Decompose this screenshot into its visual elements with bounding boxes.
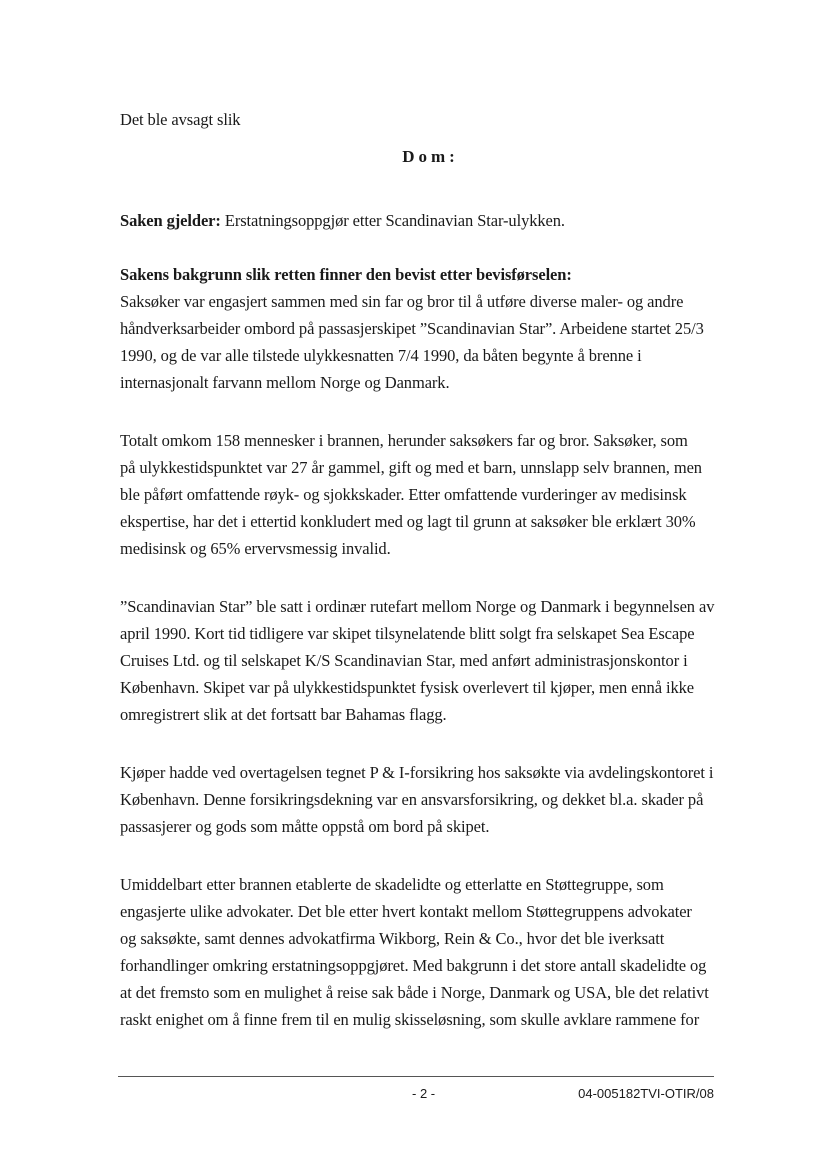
paragraph-5-line-1: Umiddelbart etter brannen etablerte de skadelidte og etterlatte en Støttegruppe, som — [120, 875, 664, 894]
paragraph-2-line-5: medisinsk og 65% ervervsmessig invalid. — [120, 539, 391, 558]
paragraph-1-line-4: internasjonalt farvann mellom Norge og Danmark. — [120, 373, 450, 392]
paragraph-3-line-2: april 1990. Kort tid tidligere var skipet tilsynelatende blitt solgt fra selskapet Sea Escape — [120, 624, 695, 643]
paragraph-3-line-5: omregistrert slik at det fortsatt bar Bahamas flagg. — [120, 705, 447, 724]
paragraph-2-line-2: på ulykkestidspunktet var 27 år gammel, gift og med et barn, unnslapp selv brannen, men — [120, 458, 702, 477]
background-heading: Sakens bakgrunn slik retten finner den bevist etter bevisførselen: — [120, 265, 572, 284]
paragraph-5-line-2: engasjerte ulike advokater. Det ble etter hvert kontakt mellom Støttegruppens advokater — [120, 902, 692, 921]
paragraph-1-line-1: Saksøker var engasjert sammen med sin far og bror til å utføre diverse maler- og andre — [120, 292, 684, 311]
paragraph-5-line-4: forhandlinger omkring erstatningsoppgjøret. Med bakgrunn i det store antall skadelidte og — [120, 956, 707, 975]
paragraph-4-line-1: Kjøper hadde ved overtagelsen tegnet P & I-forsikring hos saksøkte via avdelingskontoret i — [120, 763, 714, 782]
paragraph-2-line-4: ekspertise, har det i ettertid konkludert med og lagt til grunn at saksøker ble erklært 30% — [120, 512, 696, 531]
intro-text: Det ble avsagt slik — [120, 110, 241, 129]
subject-line — [120, 211, 565, 231]
judgment-heading: Dom: — [402, 147, 459, 166]
paragraph-3-line-3: Cruises Ltd. og til selskapet K/S Scandinavian Star, med anført administrasjonskontor i — [120, 651, 688, 670]
page-number: - 2 - — [412, 1086, 436, 1101]
subject-text: Erstatningsoppgjør etter Scandinavian Star-ulykken. — [224, 211, 565, 230]
paragraph-5-line-6: raskt enighet om å finne frem til en mulig skisseløsning, som skulle avklare rammene for — [120, 1010, 700, 1029]
paragraph-5-line-3: og saksøkte, samt dennes advokatfirma Wikborg, Rein & Co., hvor det ble iverksatt — [120, 929, 665, 948]
paragraph-4-line-2: København. Denne forsikringsdekning var en ansvarsforsikring, og dekket bl.a. skader på — [120, 790, 704, 809]
paragraph-1-line-3: 1990, og de var alle tilstede ulykkesnatten 7/4 1990, da båten begynte å brenne i — [120, 346, 642, 365]
case-number: 04-005182TVI-OTIR/08 — [578, 1086, 714, 1101]
paragraph-2-line-3: ble påført omfattende røyk- og sjokkskader. Etter omfattende vurderinger av medisinsk — [120, 485, 687, 504]
paragraph-2-line-1: Totalt omkom 158 mennesker i brannen, herunder saksøkers far og bror. Saksøker, som — [120, 431, 688, 450]
paragraph-4-line-3: passasjerer og gods som måtte oppstå om bord på skipet. — [120, 817, 490, 836]
paragraph-5-line-5: at det fremsto som en mulighet å reise sak både i Norge, Danmark og USA, ble det relativt — [120, 983, 709, 1002]
footer-divider — [118, 1076, 714, 1077]
paragraph-1-line-2: håndverksarbeider ombord på passasjerskipet ”Scandinavian Star”. Arbeidene startet 25/3 — [120, 319, 704, 338]
paragraph-3-line-1: ”Scandinavian Star” ble satt i ordinær rutefart mellom Norge og Danmark i begynnelsen av — [120, 597, 715, 616]
paragraph-3-line-4: København. Skipet var på ulykkestidspunktet fysisk overlevert til kjøper, men ennå ikke — [120, 678, 694, 697]
subject-label: Saken gjelder: — [120, 211, 221, 230]
